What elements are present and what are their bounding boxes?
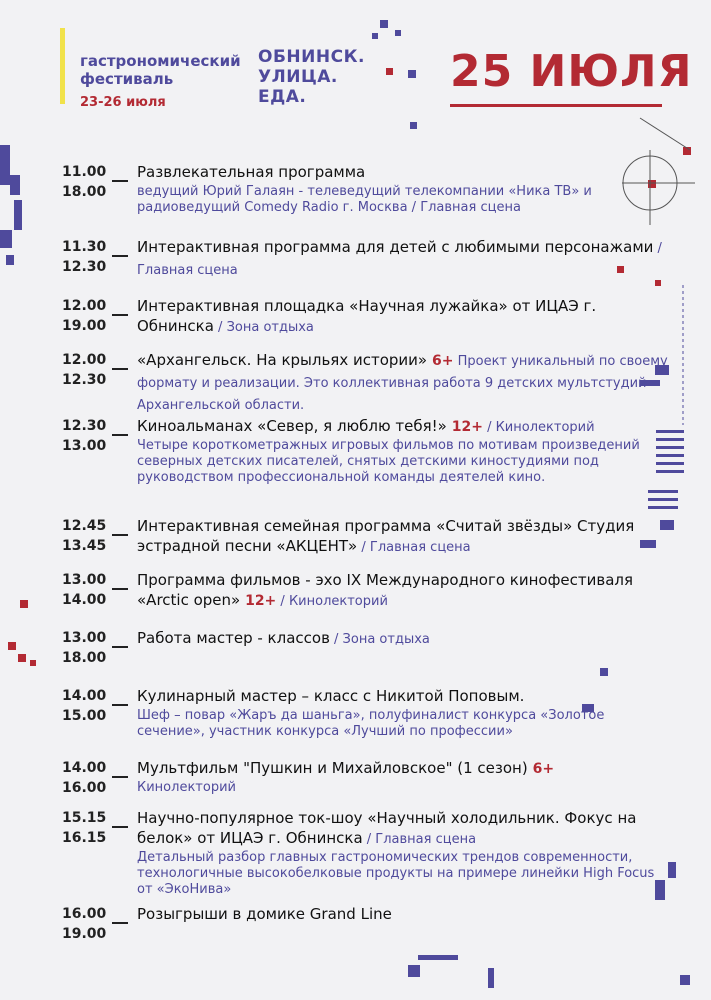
start-time: 12.45 — [62, 518, 107, 534]
schedule-times — [62, 758, 110, 798]
start-time: 15.15 — [62, 810, 107, 826]
schedule-times — [62, 808, 110, 848]
start-time: 12.00 — [62, 298, 107, 314]
schedule-body — [137, 570, 672, 612]
schedule-body — [137, 808, 672, 898]
end-time: 16.15 — [62, 830, 107, 846]
event-title-line — [137, 808, 672, 850]
schedule-times — [62, 237, 110, 277]
schedule-body — [137, 904, 672, 926]
age-rating: 12+ — [446, 419, 483, 435]
event-venue: Проект уникальный по своему формату и реализации. Это коллективная работа 9 детских мультстудий Архангельской области. — [137, 354, 668, 413]
time-dash — [112, 646, 128, 648]
end-time: 13.45 — [62, 538, 107, 554]
event-title: Интерактивная семейная программа «Считай звёзды» Студия эстрадной песни «АКЦЕНТ» — [137, 517, 635, 555]
time-dash — [112, 314, 128, 316]
start-time: 13.00 — [62, 630, 107, 646]
time-dash — [112, 434, 128, 436]
event-venue: / Зона отдыха — [329, 632, 430, 647]
event-title-line — [137, 516, 672, 558]
end-time: 18.00 — [62, 184, 107, 200]
end-time: 15.00 — [62, 708, 107, 724]
event-title-line — [137, 416, 672, 438]
time-dash — [112, 776, 128, 778]
schedule-body — [137, 758, 672, 796]
event-title-line — [137, 350, 672, 416]
start-time: 12.00 — [62, 352, 107, 368]
event-description: Детальный разбор главных гастрономических трендов современности, технологичные высокобелковые продукты на примере линейки High Focus от «ЭкоНива» — [137, 850, 655, 897]
event-title: Работа мастер - классов — [137, 629, 330, 647]
event-title: Киноальманах «Север, я люблю тебя!» — [137, 417, 447, 435]
event-title-line — [137, 162, 672, 184]
schedule-body — [137, 162, 672, 216]
time-dash — [112, 826, 128, 828]
event-title: Интерактивная программа для детей с любимыми персонажами — [137, 238, 654, 256]
event-venue: / Главная сцена — [362, 832, 477, 847]
event-description: ведущий Юрий Галаян - телеведущий телекомпании «Ника ТВ» и радиоведущий Comedy Radio г. Москва / Главная сцена — [137, 184, 592, 215]
schedule-body — [137, 296, 672, 338]
time-dash — [112, 704, 128, 706]
city-line2: УЛИЦА. — [258, 67, 338, 87]
festival-title-line1: гастрономический — [80, 52, 241, 70]
event-description: Шеф – повар «Жаръ да шаньга», полуфиналист конкурса «Золотое сечение», участник конкурса «Лучший по профессии» — [137, 708, 605, 739]
age-rating: 12+ — [240, 593, 277, 609]
event-title-line — [137, 628, 672, 650]
schedule-times — [62, 904, 110, 944]
event-title-line — [137, 296, 672, 338]
event-description: Кинолекторий — [137, 780, 236, 795]
end-time: 12.30 — [62, 259, 107, 275]
start-time: 11.00 — [62, 164, 107, 180]
event-venue: / Главная сцена — [357, 540, 471, 555]
event-title: Программа фильмов - эхо IX Международного кинофестиваля «Arctic open» — [137, 571, 634, 609]
start-time: 16.00 — [62, 906, 107, 922]
event-title: Мультфильм "Пушкин и Михайловское" (1 сезон) — [137, 759, 528, 777]
schedule-body — [137, 686, 672, 740]
event-title: Научно-популярное ток-шоу «Научный холодильник. Фокус на белок» от ИЦАЭ г. Обнинска — [137, 809, 637, 847]
start-time: 14.00 — [62, 760, 107, 776]
festival-title-line2: фестиваль — [80, 70, 174, 88]
event-venue: / Кинолекторий — [482, 420, 595, 435]
time-dash — [112, 180, 128, 182]
event-title-line — [137, 904, 672, 926]
schedule-body — [137, 350, 672, 416]
schedule-body — [137, 516, 672, 558]
time-dash — [112, 255, 128, 257]
start-time: 14.00 — [62, 688, 107, 704]
schedule-times — [62, 416, 110, 456]
schedule-body — [137, 628, 672, 650]
event-title-line — [137, 686, 672, 708]
event-title: Развлекательная программа — [137, 163, 366, 181]
event-venue: / Главная сцена — [137, 241, 662, 278]
event-title: Розыгрыши в домике Grand Line — [137, 905, 392, 923]
event-date: 25 ИЮЛЯ — [450, 46, 693, 97]
event-title-line — [137, 237, 672, 281]
event-title: Интерактивная площадка «Научная лужайка» от ИЦАЭ г. Обнинска — [137, 297, 597, 335]
end-time: 16.00 — [62, 780, 107, 796]
event-title-line — [137, 758, 672, 780]
schedule-times — [62, 516, 110, 556]
event-title: Кулинарный мастер – класс с Никитой Поповым. — [137, 687, 525, 705]
city-line1: ОБНИНСК. — [258, 47, 365, 67]
age-rating: 6+ — [427, 353, 454, 369]
city-line3: ЕДА. — [258, 87, 307, 107]
event-title-line — [137, 570, 672, 612]
time-dash — [112, 588, 128, 590]
end-time: 19.00 — [62, 926, 107, 942]
time-dash — [112, 368, 128, 370]
end-time: 18.00 — [62, 650, 107, 666]
schedule-times — [62, 570, 110, 610]
start-time: 13.00 — [62, 572, 107, 588]
festival-dates: 23-26 июля — [80, 95, 166, 110]
age-rating: 6+ — [527, 761, 555, 777]
event-description: Четыре короткометражных игровых фильмов по мотивам произведений северных детских писателей, снятых детскими киностудиями под руководством профессиональной команды деятелей кино. — [137, 438, 640, 485]
schedule-times — [62, 296, 110, 336]
end-time: 19.00 — [62, 318, 107, 334]
time-dash — [112, 534, 128, 536]
end-time: 14.00 — [62, 592, 107, 608]
end-time: 12.30 — [62, 372, 107, 388]
schedule-body — [137, 237, 672, 281]
start-time: 12.30 — [62, 418, 107, 434]
schedule-times — [62, 162, 110, 202]
event-venue: / Зона отдыха — [213, 320, 314, 335]
end-time: 13.00 — [62, 438, 107, 454]
time-dash — [112, 922, 128, 924]
schedule-times — [62, 350, 110, 390]
event-title: «Архангельск. На крыльях истории» — [137, 351, 428, 369]
start-time: 11.30 — [62, 239, 107, 255]
event-venue: / Кинолекторий — [276, 594, 388, 609]
schedule-times — [62, 686, 110, 726]
schedule-body — [137, 416, 672, 486]
schedule-times — [62, 628, 110, 668]
